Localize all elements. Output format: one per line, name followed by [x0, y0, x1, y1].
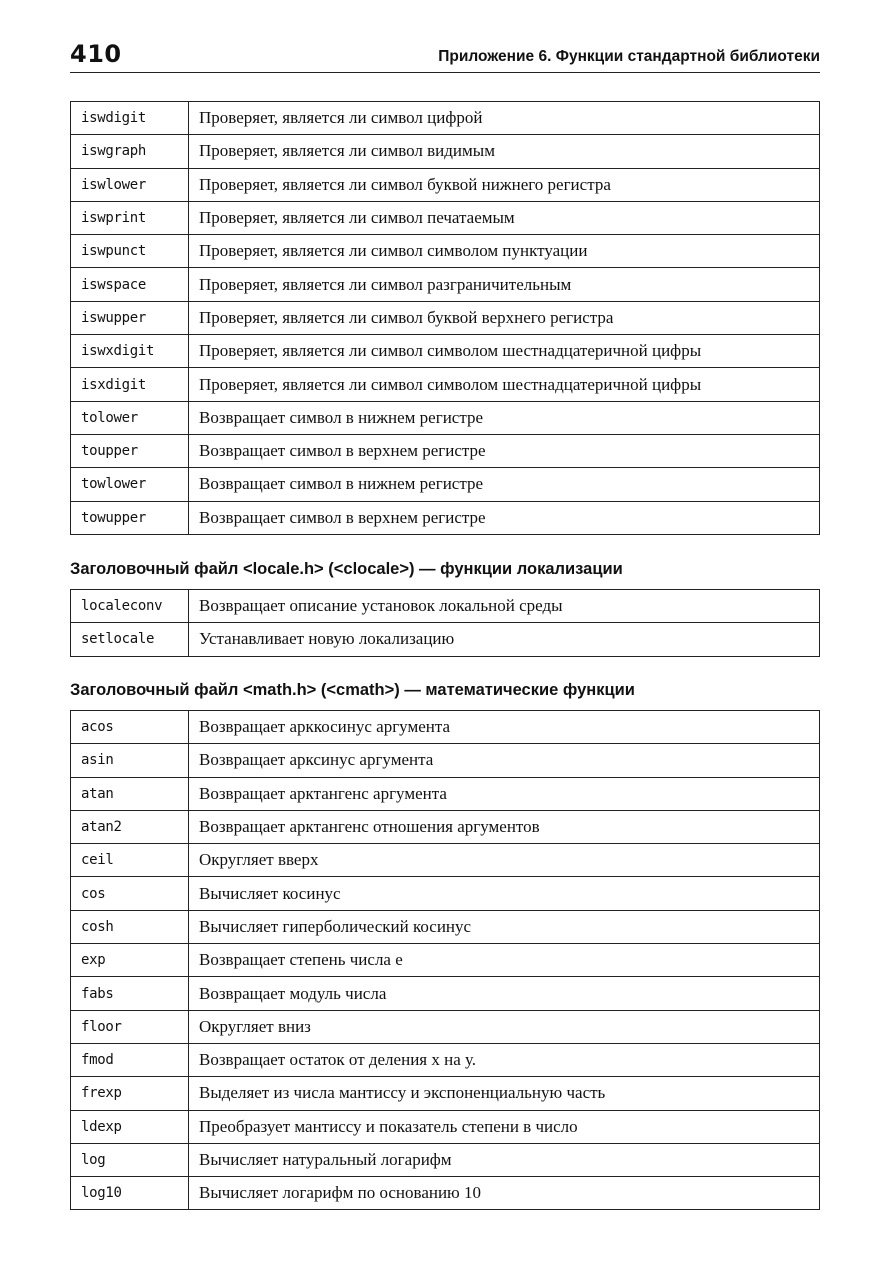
- function-description: Проверяет, является ли символ буквой верхнего регистра: [189, 301, 820, 334]
- function-name: frexp: [71, 1077, 189, 1110]
- function-description: Устанавливает новую локализацию: [189, 623, 820, 656]
- table-row: [71, 711, 820, 744]
- page-number: 410: [70, 40, 122, 68]
- function-name: iswdigit: [71, 102, 189, 135]
- table-row: [71, 335, 820, 368]
- math-section-heading: Заголовочный файл <math.h> (<cmath>) — математические функции: [70, 681, 635, 699]
- table-row: [71, 1177, 820, 1210]
- function-name: cos: [71, 877, 189, 910]
- table-row: [71, 777, 820, 810]
- table-row: [71, 501, 820, 534]
- table-row: [71, 434, 820, 467]
- function-name: ceil: [71, 844, 189, 877]
- table-row: [71, 977, 820, 1010]
- function-name: iswspace: [71, 268, 189, 301]
- table-row: [71, 1010, 820, 1043]
- function-description: Преобразует мантиссу и показатель степени в число: [189, 1110, 820, 1143]
- function-description: Вычисляет логарифм по основанию 10: [189, 1177, 820, 1210]
- function-description: Проверяет, является ли символ буквой нижнего регистра: [189, 168, 820, 201]
- function-name: toupper: [71, 434, 189, 467]
- function-description: Возвращает описание установок локальной среды: [189, 590, 820, 623]
- function-description: Выделяет из числа мантиссу и экспоненциальную часть: [189, 1077, 820, 1110]
- table-row: [71, 1143, 820, 1176]
- function-name: iswpunct: [71, 235, 189, 268]
- function-name: tolower: [71, 401, 189, 434]
- running-title: Приложение 6. Функции стандартной библиотеки: [438, 48, 820, 65]
- function-name: asin: [71, 744, 189, 777]
- function-name: fmod: [71, 1043, 189, 1076]
- table-row: [71, 102, 820, 135]
- function-name: atan: [71, 777, 189, 810]
- table-row: [71, 910, 820, 943]
- function-name: towlower: [71, 468, 189, 501]
- function-name: log: [71, 1143, 189, 1176]
- function-description: Проверяет, является ли символ символом пунктуации: [189, 235, 820, 268]
- function-description: Проверяет, является ли символ символом шестнадцатеричной цифры: [189, 368, 820, 401]
- table-row: [71, 1043, 820, 1076]
- table-row: [71, 368, 820, 401]
- table-row: [71, 201, 820, 234]
- function-name: isxdigit: [71, 368, 189, 401]
- table-row: [71, 623, 820, 656]
- table-row: [71, 844, 820, 877]
- table-row: [71, 168, 820, 201]
- table-row: [71, 590, 820, 623]
- function-name: iswlower: [71, 168, 189, 201]
- function-name: iswprint: [71, 201, 189, 234]
- function-name: fabs: [71, 977, 189, 1010]
- function-name: iswupper: [71, 301, 189, 334]
- function-description: Возвращает символ в нижнем регистре: [189, 468, 820, 501]
- function-description: Вычисляет натуральный логарифм: [189, 1143, 820, 1176]
- function-description: Возвращает арктангенс отношения аргументов: [189, 810, 820, 843]
- function-description: Проверяет, является ли символ видимым: [189, 135, 820, 168]
- wctype-functions-table: [70, 101, 820, 535]
- table-row: [71, 744, 820, 777]
- function-name: atan2: [71, 810, 189, 843]
- table-row: [71, 468, 820, 501]
- function-name: log10: [71, 1177, 189, 1210]
- function-description: Проверяет, является ли символ разграничительным: [189, 268, 820, 301]
- function-name: cosh: [71, 910, 189, 943]
- function-name: localeconv: [71, 590, 189, 623]
- page-header: [70, 38, 820, 73]
- function-description: Округляет вниз: [189, 1010, 820, 1043]
- function-description: Проверяет, является ли символ символом шестнадцатеричной цифры: [189, 335, 820, 368]
- table-row: [71, 268, 820, 301]
- function-name: towupper: [71, 501, 189, 534]
- function-description: Возвращает остаток от деления х на у.: [189, 1043, 820, 1076]
- table-row: [71, 1110, 820, 1143]
- table-row: [71, 401, 820, 434]
- table-row: [71, 301, 820, 334]
- function-name: ldexp: [71, 1110, 189, 1143]
- function-description: Возвращает арксинус аргумента: [189, 744, 820, 777]
- locale-section-heading: Заголовочный файл <locale.h> (<clocale>) — функции локализации: [70, 560, 623, 578]
- function-name: iswxdigit: [71, 335, 189, 368]
- function-name: iswgraph: [71, 135, 189, 168]
- math-functions-table: [70, 710, 820, 1210]
- table-row: [71, 235, 820, 268]
- table-row: [71, 1077, 820, 1110]
- function-description: Возвращает символ в нижнем регистре: [189, 401, 820, 434]
- function-description: Возвращает степень числа е: [189, 944, 820, 977]
- function-description: Возвращает арккосинус аргумента: [189, 711, 820, 744]
- function-description: Возвращает арктангенс аргумента: [189, 777, 820, 810]
- function-description: Возвращает модуль числа: [189, 977, 820, 1010]
- table-row: [71, 877, 820, 910]
- table-row: [71, 810, 820, 843]
- function-description: Возвращает символ в верхнем регистре: [189, 501, 820, 534]
- function-description: Вычисляет косинус: [189, 877, 820, 910]
- function-name: setlocale: [71, 623, 189, 656]
- table-row: [71, 135, 820, 168]
- function-name: floor: [71, 1010, 189, 1043]
- function-name: exp: [71, 944, 189, 977]
- function-name: acos: [71, 711, 189, 744]
- function-description: Возвращает символ в верхнем регистре: [189, 434, 820, 467]
- function-description: Проверяет, является ли символ печатаемым: [189, 201, 820, 234]
- function-description: Округляет вверх: [189, 844, 820, 877]
- function-description: Проверяет, является ли символ цифрой: [189, 102, 820, 135]
- table-row: [71, 944, 820, 977]
- locale-functions-table: [70, 589, 820, 657]
- function-description: Вычисляет гиперболический косинус: [189, 910, 820, 943]
